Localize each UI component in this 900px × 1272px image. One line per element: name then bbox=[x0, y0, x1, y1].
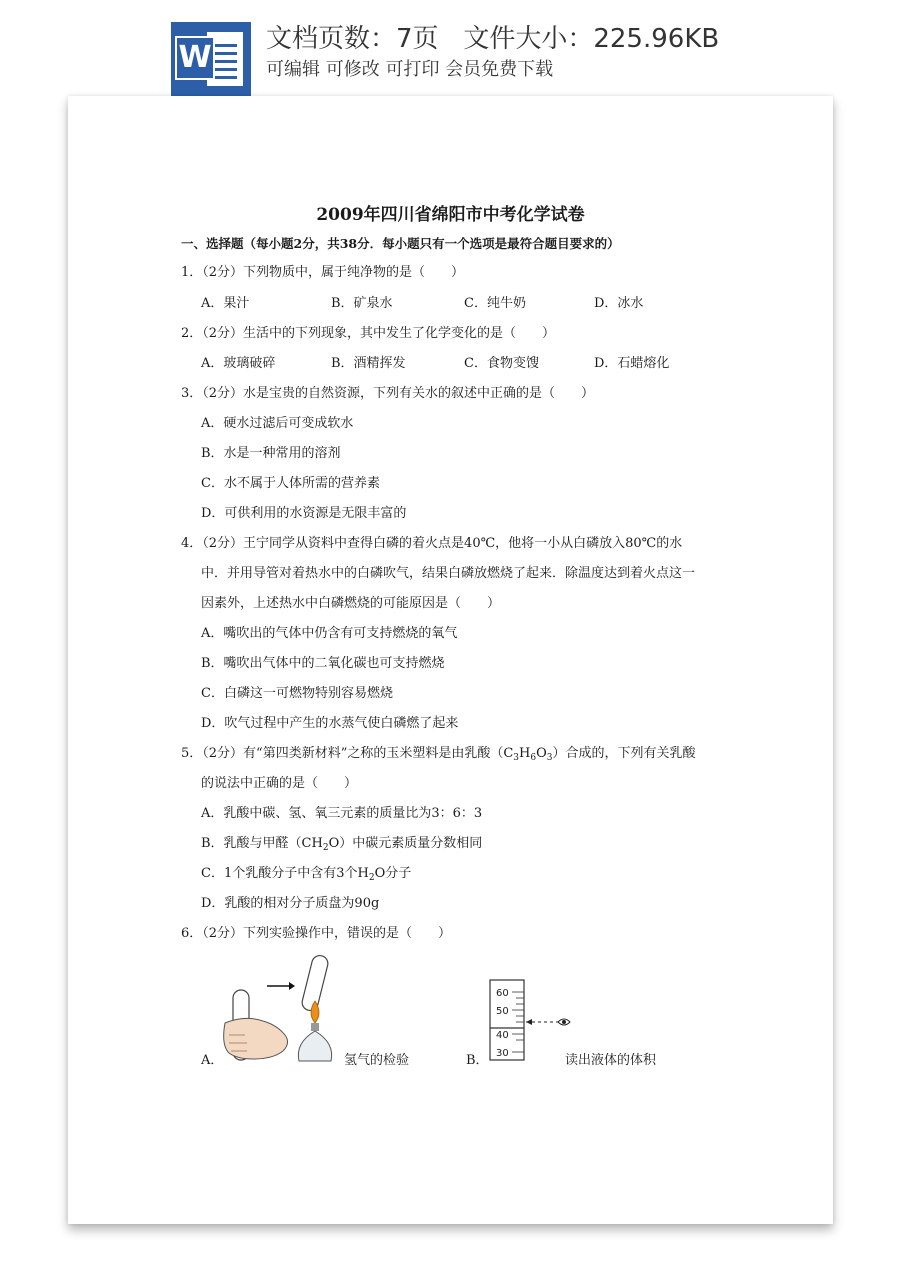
lactic-acid-formula bbox=[503, 746, 552, 761]
figure-b-letter: B． bbox=[466, 1053, 489, 1068]
question-4-stem-line-1: 4．（2分）王宁同学从资料中查得白磷的着火点是40℃，他将一小从白磷放入80℃的水 bbox=[181, 536, 683, 551]
question-4-option-b: B．嘴吹出气体中的二氧化碳也可支持燃烧 bbox=[201, 656, 445, 671]
file-size: 文件大小：225.96KB bbox=[463, 24, 720, 54]
question-4-option-d: D．吹气过程中产生的水蒸气使白磷燃了起来 bbox=[201, 716, 459, 731]
question-5-stem-part-b: ）合成的，下列有关乳酸 bbox=[552, 746, 696, 761]
option-b-subscript: 2 bbox=[322, 843, 329, 853]
question-5-option-b bbox=[201, 835, 482, 853]
figure-a-caption: 氢气的检验 bbox=[344, 1053, 410, 1068]
question-5-option-d: D．乳酸的相对分子质盘为90g bbox=[201, 896, 380, 911]
question-2-option-a: A．玻璃破碎 bbox=[201, 356, 276, 371]
arrow-head-icon bbox=[289, 982, 295, 990]
option-c-subscript: 2 bbox=[368, 873, 375, 883]
question-3-stem: 3．（2分）水是宝贵的自然资源，下列有关水的叙述中正确的是（ ） bbox=[181, 386, 595, 401]
formula-h-sub: 6 bbox=[530, 753, 537, 763]
word-letter-icon: W bbox=[175, 36, 215, 80]
formula-c: C bbox=[503, 746, 514, 761]
hydrogen-test-illustration bbox=[223, 953, 353, 1068]
page-count: 文档页数：7页 bbox=[266, 24, 439, 54]
eye-pupil bbox=[562, 1020, 566, 1024]
tick-label-50: 50 bbox=[496, 1006, 509, 1017]
question-2-option-d: D．石蜡熔化 bbox=[594, 356, 670, 371]
formula-c-sub: 3 bbox=[513, 753, 520, 763]
question-4-stem-line-2: 中．并用导管对着热水中的白磷吹气，结果白磷放燃烧了起来．除温度达到着火点这一 bbox=[201, 566, 696, 581]
question-5-stem-line-2: 的说法中正确的是（ ） bbox=[201, 776, 358, 791]
figure-b-caption: 读出液体的体积 bbox=[565, 1053, 657, 1068]
question-5-stem-part-a: 5．（2分）有“第四类新材料”之称的玉米塑料是由乳酸（ bbox=[181, 746, 504, 761]
question-3-option-d: D．可供利用的水资源是无限丰富的 bbox=[201, 506, 407, 521]
page-title: 2009年四川省绵阳市中考化学试卷 bbox=[316, 205, 585, 225]
option-b-text-post: O）中碳元素质量分数相同 bbox=[328, 836, 483, 851]
question-1-option-c: C．纯牛奶 bbox=[464, 296, 526, 311]
question-5-option-c bbox=[201, 865, 411, 883]
formula-o: O bbox=[536, 746, 547, 761]
download-banner bbox=[0, 0, 900, 96]
question-6-stem: 6．（2分）下列实验操作中，错误的是（ ） bbox=[181, 926, 452, 941]
figure-a-letter: A． bbox=[201, 1053, 224, 1068]
lamp-wick bbox=[311, 1023, 319, 1031]
document-page bbox=[68, 96, 833, 1224]
question-5-stem-line-1 bbox=[181, 745, 696, 763]
hand-icon bbox=[224, 1018, 288, 1059]
question-5-option-a: A．乳酸中碳、氢、氧三元素的质量比为3：6：3 bbox=[201, 806, 483, 821]
option-b-text-pre: B．乳酸与甲醛（CH bbox=[201, 836, 323, 851]
file-info bbox=[266, 18, 719, 55]
feature-list: 可编辑 可修改 可打印 会员免费下载 bbox=[266, 59, 554, 80]
formula-o-sub: 3 bbox=[546, 753, 553, 763]
question-3-option-b: B．水是一种常用的溶剂 bbox=[201, 446, 341, 461]
question-4-option-a: A．嘴吹出的气体中仍含有可支持燃烧的氧气 bbox=[201, 626, 458, 641]
tick-label-30: 30 bbox=[496, 1048, 509, 1059]
sight-arrow-icon bbox=[526, 1019, 532, 1025]
question-1-option-a: A．果汁 bbox=[201, 296, 250, 311]
option-c-text-pre: C．1个乳酸分子中含有3个H bbox=[201, 866, 369, 881]
question-3-option-c: C．水不属于人体所需的营养素 bbox=[201, 476, 380, 491]
formula-h: H bbox=[519, 746, 531, 761]
question-2-option-b: B．酒精挥发 bbox=[331, 356, 406, 371]
tick-label-40: 40 bbox=[496, 1030, 509, 1041]
question-1-stem: 1．（2分）下列物质中，属于纯净物的是（ ） bbox=[181, 265, 465, 280]
question-3-option-a: A．硬水过滤后可变成软水 bbox=[201, 416, 354, 431]
question-1-option-d: D．冰水 bbox=[594, 296, 644, 311]
graduated-cylinder-illustration bbox=[486, 978, 576, 1062]
question-2-option-c: C．食物变馊 bbox=[464, 356, 539, 371]
option-c-text-post: O分子 bbox=[374, 866, 412, 881]
question-4-stem-line-3: 因素外，上述热水中白磷燃烧的可能原因是（ ） bbox=[201, 596, 501, 611]
alcohol-lamp-icon bbox=[298, 1031, 331, 1061]
question-1-option-b: B．矿泉水 bbox=[331, 296, 393, 311]
word-document-icon bbox=[171, 22, 251, 96]
question-4-option-c: C．白磷这一可燃物特别容易燃烧 bbox=[201, 686, 393, 701]
question-2-stem: 2．（2分）生活中的下列现象，其中发生了化学变化的是（ ） bbox=[181, 326, 556, 341]
section-heading: 一、选择题（每小题2分，共38分．每小题只有一个选项是最符合题目要求的） bbox=[181, 236, 620, 251]
tick-label-60: 60 bbox=[496, 988, 509, 999]
